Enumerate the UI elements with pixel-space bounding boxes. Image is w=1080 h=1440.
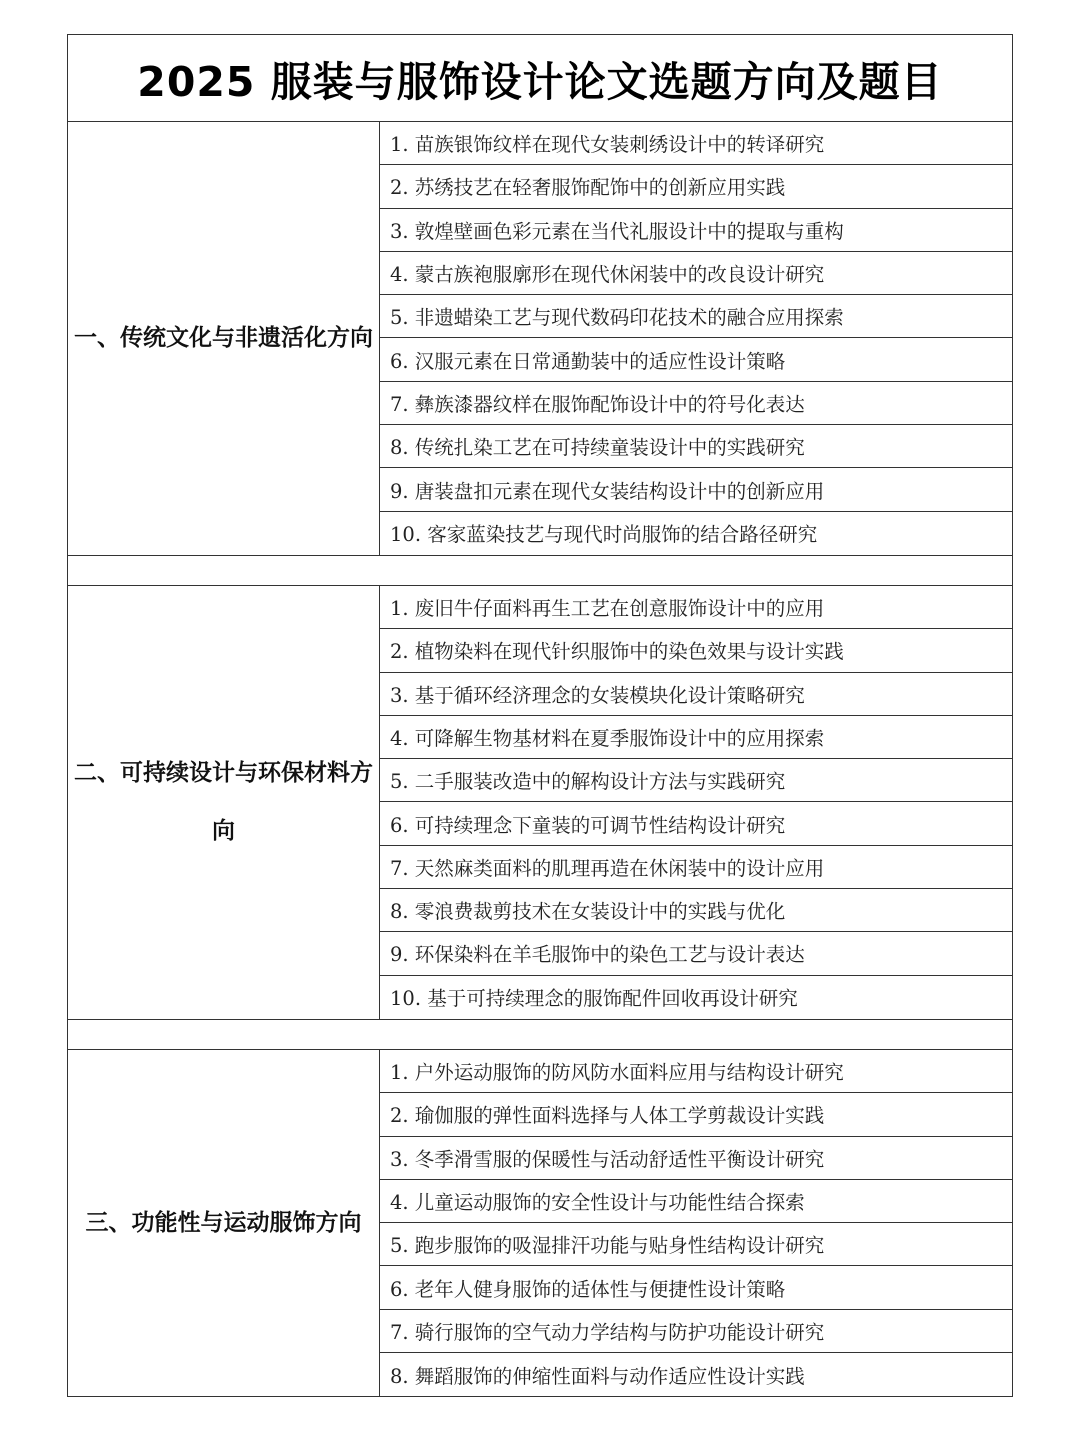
topic-item: 5. 跑步服饰的吸湿排汗功能与贴身性结构设计研究 [380, 1223, 1012, 1266]
topic-item: 3. 冬季滑雪服的保暖性与活动舒适性平衡设计研究 [380, 1137, 1012, 1180]
topic-item: 4. 可降解生物基材料在夏季服饰设计中的应用探索 [380, 716, 1012, 759]
topic-item: 2. 苏绣技艺在轻奢服饰配饰中的创新应用实践 [380, 165, 1012, 208]
topic-item: 8. 传统扎染工艺在可持续童装设计中的实践研究 [380, 425, 1012, 468]
topic-item: 3. 敦煌壁画色彩元素在当代礼服设计中的提取与重构 [380, 209, 1012, 252]
topic-item: 7. 彝族漆器纹样在服饰配饰设计中的符号化表达 [380, 382, 1012, 425]
topic-item: 7. 骑行服饰的空气动力学结构与防护功能设计研究 [380, 1310, 1012, 1353]
section-sustainable-design [68, 586, 1012, 1020]
topic-item: 5. 二手服装改造中的解构设计方法与实践研究 [380, 759, 1012, 802]
page-title: 2025 服装与服饰设计论文选题方向及题目 [68, 35, 1012, 122]
topic-item: 4. 蒙古族袍服廓形在现代休闲装中的改良设计研究 [380, 252, 1012, 295]
topic-item: 1. 户外运动服饰的防风防水面料应用与结构设计研究 [380, 1050, 1012, 1093]
topic-item: 4. 儿童运动服饰的安全性设计与功能性结合探索 [380, 1180, 1012, 1223]
topic-item: 7. 天然麻类面料的肌理再造在休闲装中的设计应用 [380, 846, 1012, 889]
topic-list [380, 122, 1012, 555]
topic-item: 3. 基于循环经济理念的女装模块化设计策略研究 [380, 673, 1012, 716]
spacer-row [68, 1020, 1012, 1050]
spacer-row [68, 556, 1012, 586]
section-functional-sportswear [68, 1050, 1012, 1396]
topic-item: 6. 老年人健身服饰的适体性与便捷性设计策略 [380, 1266, 1012, 1309]
topic-item: 10. 客家蓝染技艺与现代时尚服饰的结合路径研究 [390, 523, 818, 547]
topics-table [67, 34, 1013, 1397]
section-traditional-culture [68, 122, 1012, 556]
topic-item: 6. 可持续理念下童装的可调节性结构设计研究 [380, 802, 1012, 845]
topic-item: 9. 唐装盘扣元素在现代女装结构设计中的创新应用 [380, 468, 1012, 511]
topic-item: 10. 基于可持续理念的服饰配件回收再设计研究 [390, 987, 798, 1011]
section-heading: 一、传统文化与非遗活化方向 [68, 122, 380, 555]
topic-item: 2. 植物染料在现代针织服饰中的染色效果与设计实践 [380, 629, 1012, 672]
topic-item: 9. 环保染料在羊毛服饰中的染色工艺与设计表达 [380, 932, 1012, 975]
section-heading: 二、可持续设计与环保材料方向 [68, 586, 380, 1019]
topic-list [380, 1050, 1012, 1396]
topic-item: 2. 瑜伽服的弹性面料选择与人体工学剪裁设计实践 [380, 1093, 1012, 1136]
topic-item: 8. 零浪费裁剪技术在女装设计中的实践与优化 [380, 889, 1012, 932]
topic-item: 1. 苗族银饰纹样在现代女装刺绣设计中的转译研究 [380, 122, 1012, 165]
topic-item: 8. 舞蹈服饰的伸缩性面料与动作适应性设计实践 [390, 1364, 805, 1388]
topic-item: 1. 废旧牛仔面料再生工艺在创意服饰设计中的应用 [380, 586, 1012, 629]
section-heading: 三、功能性与运动服饰方向 [68, 1050, 380, 1396]
topic-item: 5. 非遗蜡染工艺与现代数码印花技术的融合应用探索 [380, 295, 1012, 338]
topic-item: 6. 汉服元素在日常通勤装中的适应性设计策略 [380, 338, 1012, 381]
topic-list [380, 586, 1012, 1019]
